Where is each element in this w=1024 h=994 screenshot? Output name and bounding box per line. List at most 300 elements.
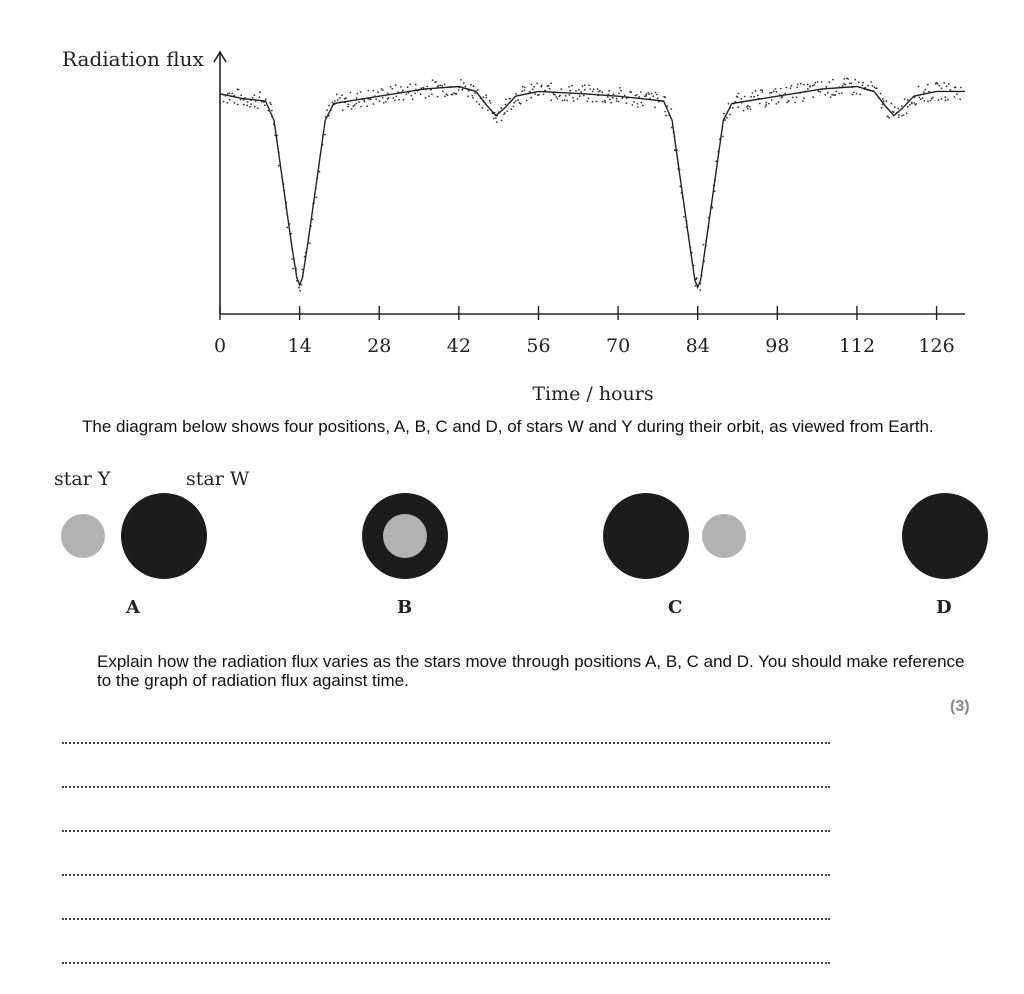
data-point	[524, 90, 526, 92]
data-point	[827, 92, 829, 94]
data-point	[932, 97, 934, 99]
data-point	[373, 103, 375, 105]
data-point	[769, 92, 771, 94]
position-d-label: D	[936, 597, 952, 618]
data-point	[901, 105, 903, 107]
data-point	[345, 97, 347, 99]
data-point	[813, 84, 815, 86]
data-point	[579, 95, 581, 97]
data-point	[760, 89, 762, 91]
data-point	[403, 99, 405, 101]
data-point	[938, 85, 940, 87]
data-point	[807, 84, 809, 86]
data-point	[814, 82, 816, 84]
data-point	[554, 94, 556, 96]
data-point	[470, 84, 472, 86]
data-point	[588, 85, 590, 87]
data-point	[388, 97, 390, 99]
data-point	[588, 98, 590, 100]
data-point	[834, 94, 836, 96]
data-point	[571, 85, 573, 87]
answer-line[interactable]	[62, 962, 830, 964]
data-point	[392, 97, 394, 99]
data-point	[524, 87, 526, 89]
data-point	[894, 106, 896, 108]
data-point	[473, 85, 475, 87]
data-point	[513, 106, 515, 108]
data-point	[765, 102, 767, 104]
data-point	[755, 90, 757, 92]
data-point	[630, 91, 632, 93]
data-point	[500, 107, 502, 109]
intro-text: The diagram below shows four positions, A, B, C and D, of stars W and Y during their orbit, as viewed from Earth.	[82, 417, 934, 436]
data-point	[400, 86, 402, 88]
data-point	[938, 99, 940, 101]
data-point	[286, 227, 288, 229]
data-point	[948, 83, 950, 85]
data-point	[870, 81, 872, 83]
data-point	[664, 111, 666, 113]
data-point	[444, 95, 446, 97]
data-point	[618, 93, 620, 95]
data-point	[360, 106, 362, 108]
data-point	[463, 82, 465, 84]
data-point	[476, 101, 478, 103]
data-point	[750, 108, 752, 110]
data-point	[420, 93, 422, 95]
data-point	[467, 95, 469, 97]
data-point	[442, 91, 444, 93]
answer-line[interactable]	[62, 830, 830, 832]
data-point	[904, 98, 906, 100]
data-point	[613, 93, 615, 95]
data-point	[867, 85, 869, 87]
data-point	[309, 242, 311, 244]
data-point	[350, 92, 352, 94]
data-point	[881, 107, 883, 109]
position-c-label: C	[668, 597, 683, 618]
data-point	[298, 287, 300, 289]
data-point	[752, 92, 754, 94]
data-point	[471, 95, 473, 97]
data-point	[482, 107, 484, 109]
data-point	[802, 100, 804, 102]
data-point	[757, 95, 759, 97]
data-point	[656, 94, 658, 96]
data-point	[825, 86, 827, 88]
x-tick-label: 28	[367, 335, 392, 357]
data-point	[540, 86, 542, 88]
data-point	[949, 89, 951, 91]
data-point	[765, 104, 767, 106]
position-a-star-w	[121, 493, 207, 579]
x-tick-label: 14	[287, 335, 312, 357]
data-point	[271, 110, 273, 112]
data-point	[339, 97, 341, 99]
data-point	[505, 104, 507, 106]
data-point	[555, 96, 557, 98]
data-point	[382, 89, 384, 91]
data-point	[946, 85, 948, 87]
answer-line[interactable]	[62, 918, 830, 920]
data-point	[780, 88, 782, 90]
data-point	[336, 94, 338, 96]
data-point	[638, 96, 640, 98]
data-point	[930, 100, 932, 102]
data-point	[425, 97, 427, 99]
data-point	[740, 98, 742, 100]
data-point	[670, 108, 672, 110]
data-point	[903, 114, 905, 116]
answer-line[interactable]	[62, 742, 830, 744]
data-point	[370, 99, 372, 101]
data-point	[924, 100, 926, 102]
data-point	[441, 85, 443, 87]
position-a-label: A	[126, 597, 140, 618]
data-point	[385, 101, 387, 103]
data-point	[247, 101, 249, 103]
data-point	[819, 91, 821, 93]
position-b-label: B	[397, 597, 413, 618]
data-point	[543, 94, 545, 96]
data-point	[592, 101, 594, 103]
radiation-flux-line	[220, 87, 965, 288]
data-point	[604, 101, 606, 103]
data-point	[489, 100, 491, 102]
data-point	[334, 100, 336, 102]
data-point	[557, 98, 559, 100]
data-point	[356, 97, 358, 99]
data-point	[468, 90, 470, 92]
data-point	[227, 102, 229, 104]
data-point	[509, 98, 511, 100]
data-point	[372, 90, 374, 92]
data-point	[396, 96, 398, 98]
data-point	[923, 91, 925, 93]
data-point	[743, 110, 745, 112]
data-point	[243, 104, 245, 106]
data-point	[513, 102, 515, 104]
data-point	[560, 88, 562, 90]
data-point	[619, 87, 621, 89]
data-point	[723, 113, 725, 115]
data-point	[747, 105, 749, 107]
data-point	[601, 91, 603, 93]
data-point	[409, 83, 411, 85]
data-point	[522, 86, 524, 88]
data-point	[368, 90, 370, 92]
x-tick-label: 112	[838, 335, 876, 357]
data-point	[562, 100, 564, 102]
data-point	[694, 285, 696, 287]
data-point	[358, 101, 360, 103]
data-point	[520, 103, 522, 105]
data-point	[843, 78, 845, 80]
data-point	[583, 95, 585, 97]
data-point	[299, 290, 301, 292]
data-point	[269, 102, 271, 104]
data-point	[584, 89, 586, 91]
x-tick-label: 0	[213, 335, 227, 357]
data-point	[250, 103, 252, 105]
data-point	[431, 94, 433, 96]
data-point	[270, 104, 272, 106]
data-point	[699, 289, 701, 291]
data-point	[911, 103, 913, 105]
data-point	[366, 105, 368, 107]
data-point	[637, 106, 639, 108]
data-point	[778, 102, 780, 104]
data-point	[354, 104, 356, 106]
data-point	[254, 94, 256, 96]
marks-label: (3)	[950, 698, 970, 715]
data-point	[960, 87, 962, 89]
data-point	[791, 85, 793, 87]
data-point	[259, 91, 261, 93]
data-point	[461, 89, 463, 91]
data-point	[237, 104, 239, 106]
data-point	[360, 91, 362, 93]
position-c-star-w	[603, 493, 689, 579]
data-point	[747, 108, 749, 110]
data-point	[750, 96, 752, 98]
data-point	[569, 94, 571, 96]
data-point	[234, 102, 236, 104]
x-tick-label: 98	[765, 335, 790, 357]
data-point	[876, 88, 878, 90]
data-point	[278, 165, 280, 167]
data-point	[886, 100, 888, 102]
data-point	[381, 88, 383, 90]
data-point	[616, 100, 618, 102]
data-point	[379, 100, 381, 102]
data-point	[515, 100, 517, 102]
data-point	[493, 118, 495, 120]
data-point	[872, 85, 874, 87]
data-point	[645, 93, 647, 95]
data-point	[534, 93, 536, 95]
data-point	[882, 98, 884, 100]
data-point	[753, 96, 755, 98]
x-tick-label: 42	[446, 335, 471, 357]
data-point	[874, 86, 876, 88]
data-point	[521, 90, 523, 92]
data-point	[818, 91, 820, 93]
data-point	[956, 93, 958, 95]
data-point	[703, 244, 705, 246]
data-point	[438, 85, 440, 87]
data-point	[390, 86, 392, 88]
data-point	[337, 99, 339, 101]
data-point	[564, 99, 566, 101]
data-point	[229, 92, 231, 94]
data-point	[246, 104, 248, 106]
data-point	[227, 93, 229, 95]
data-point	[249, 106, 251, 108]
data-point	[796, 97, 798, 99]
data-point	[655, 92, 657, 94]
data-point	[328, 105, 330, 107]
data-point	[732, 107, 734, 109]
question-text: Explain how the radiation flux varies as the stars move through positions A, B, C and D. You should make reference to the graph of radiation flux against time.	[97, 652, 965, 690]
data-point	[775, 103, 777, 105]
data-point	[510, 108, 512, 110]
data-point	[947, 99, 949, 101]
data-point	[775, 88, 777, 90]
data-point	[664, 96, 666, 98]
data-point	[862, 82, 864, 84]
data-point	[439, 85, 441, 87]
x-tick-label: 84	[685, 335, 710, 357]
data-point	[918, 97, 920, 99]
data-point	[771, 99, 773, 101]
data-point	[737, 96, 739, 98]
data-point	[395, 84, 397, 86]
data-point	[485, 97, 487, 99]
data-point	[472, 97, 474, 99]
position-c-star-y	[702, 514, 746, 558]
data-point	[749, 106, 751, 108]
data-point	[887, 116, 889, 118]
data-point	[356, 93, 358, 95]
data-point	[599, 90, 601, 92]
data-point	[773, 90, 775, 92]
data-point	[530, 97, 532, 99]
answer-line[interactable]	[62, 786, 830, 788]
data-point	[890, 103, 892, 105]
data-point	[586, 100, 588, 102]
data-point	[714, 190, 716, 192]
data-point	[398, 99, 400, 101]
data-point	[671, 127, 673, 129]
y-axis-label: Radiation flux	[62, 47, 204, 71]
data-point	[252, 97, 254, 99]
data-point	[415, 84, 417, 86]
data-point	[548, 85, 550, 87]
data-point	[229, 99, 231, 101]
data-point	[432, 79, 434, 81]
data-point	[407, 86, 409, 88]
data-point	[572, 97, 574, 99]
data-point	[608, 90, 610, 92]
data-point	[538, 94, 540, 96]
data-point	[901, 115, 903, 117]
data-point	[609, 99, 611, 101]
data-point	[347, 104, 349, 106]
data-point	[410, 95, 412, 97]
data-point	[776, 91, 778, 93]
data-point	[485, 94, 487, 96]
data-point	[592, 91, 594, 93]
x-tick-label: 126	[918, 335, 955, 357]
data-point	[803, 97, 805, 99]
data-point	[550, 82, 552, 84]
data-point	[375, 99, 377, 101]
data-point	[364, 101, 366, 103]
data-point	[435, 81, 437, 83]
data-point	[792, 97, 794, 99]
data-point	[504, 112, 506, 114]
data-point	[351, 108, 353, 110]
data-point	[788, 101, 790, 103]
data-point	[918, 86, 920, 88]
data-point	[559, 95, 561, 97]
data-point	[612, 97, 614, 99]
data-point	[478, 103, 480, 105]
data-point	[517, 99, 519, 101]
data-point	[347, 106, 349, 108]
data-point	[786, 102, 788, 104]
data-point	[582, 85, 584, 87]
data-point	[458, 89, 460, 91]
data-point	[922, 97, 924, 99]
answer-line[interactable]	[62, 874, 830, 876]
position-d-star-w	[902, 493, 988, 579]
data-point	[915, 103, 917, 105]
data-point	[652, 95, 654, 97]
data-point	[849, 83, 851, 85]
data-point	[616, 98, 618, 100]
data-point	[394, 100, 396, 102]
data-point	[342, 109, 344, 111]
data-point	[577, 98, 579, 100]
data-point	[907, 106, 909, 108]
data-point	[495, 117, 497, 119]
data-point	[264, 104, 266, 106]
measurement-scatter	[222, 78, 962, 292]
data-point	[584, 84, 586, 86]
data-point	[645, 95, 647, 97]
data-point	[913, 102, 915, 104]
data-point	[812, 96, 814, 98]
data-point	[765, 106, 767, 108]
data-point	[636, 94, 638, 96]
data-point	[790, 87, 792, 89]
data-point	[762, 91, 764, 93]
data-point	[618, 101, 620, 103]
data-point	[853, 92, 855, 94]
data-point	[565, 95, 567, 97]
data-point	[633, 101, 635, 103]
data-point	[838, 93, 840, 95]
data-point	[602, 101, 604, 103]
data-point	[259, 96, 261, 98]
data-point	[920, 98, 922, 100]
data-point	[888, 117, 890, 119]
data-point	[456, 93, 458, 95]
data-point	[945, 100, 947, 102]
data-point	[640, 102, 642, 104]
data-point	[437, 96, 439, 98]
data-point	[883, 100, 885, 102]
data-point	[506, 110, 508, 112]
data-point	[412, 98, 414, 100]
data-point	[909, 104, 911, 106]
data-point	[515, 93, 517, 95]
data-point	[238, 89, 240, 91]
data-point	[569, 90, 571, 92]
data-point	[406, 93, 408, 95]
data-point	[596, 101, 598, 103]
data-point	[729, 114, 731, 116]
data-point	[240, 94, 242, 96]
star-w-label: star W	[186, 468, 250, 490]
data-point	[391, 88, 393, 90]
data-point	[593, 88, 595, 90]
data-point	[807, 88, 809, 90]
data-point	[651, 93, 653, 95]
data-point	[589, 88, 591, 90]
